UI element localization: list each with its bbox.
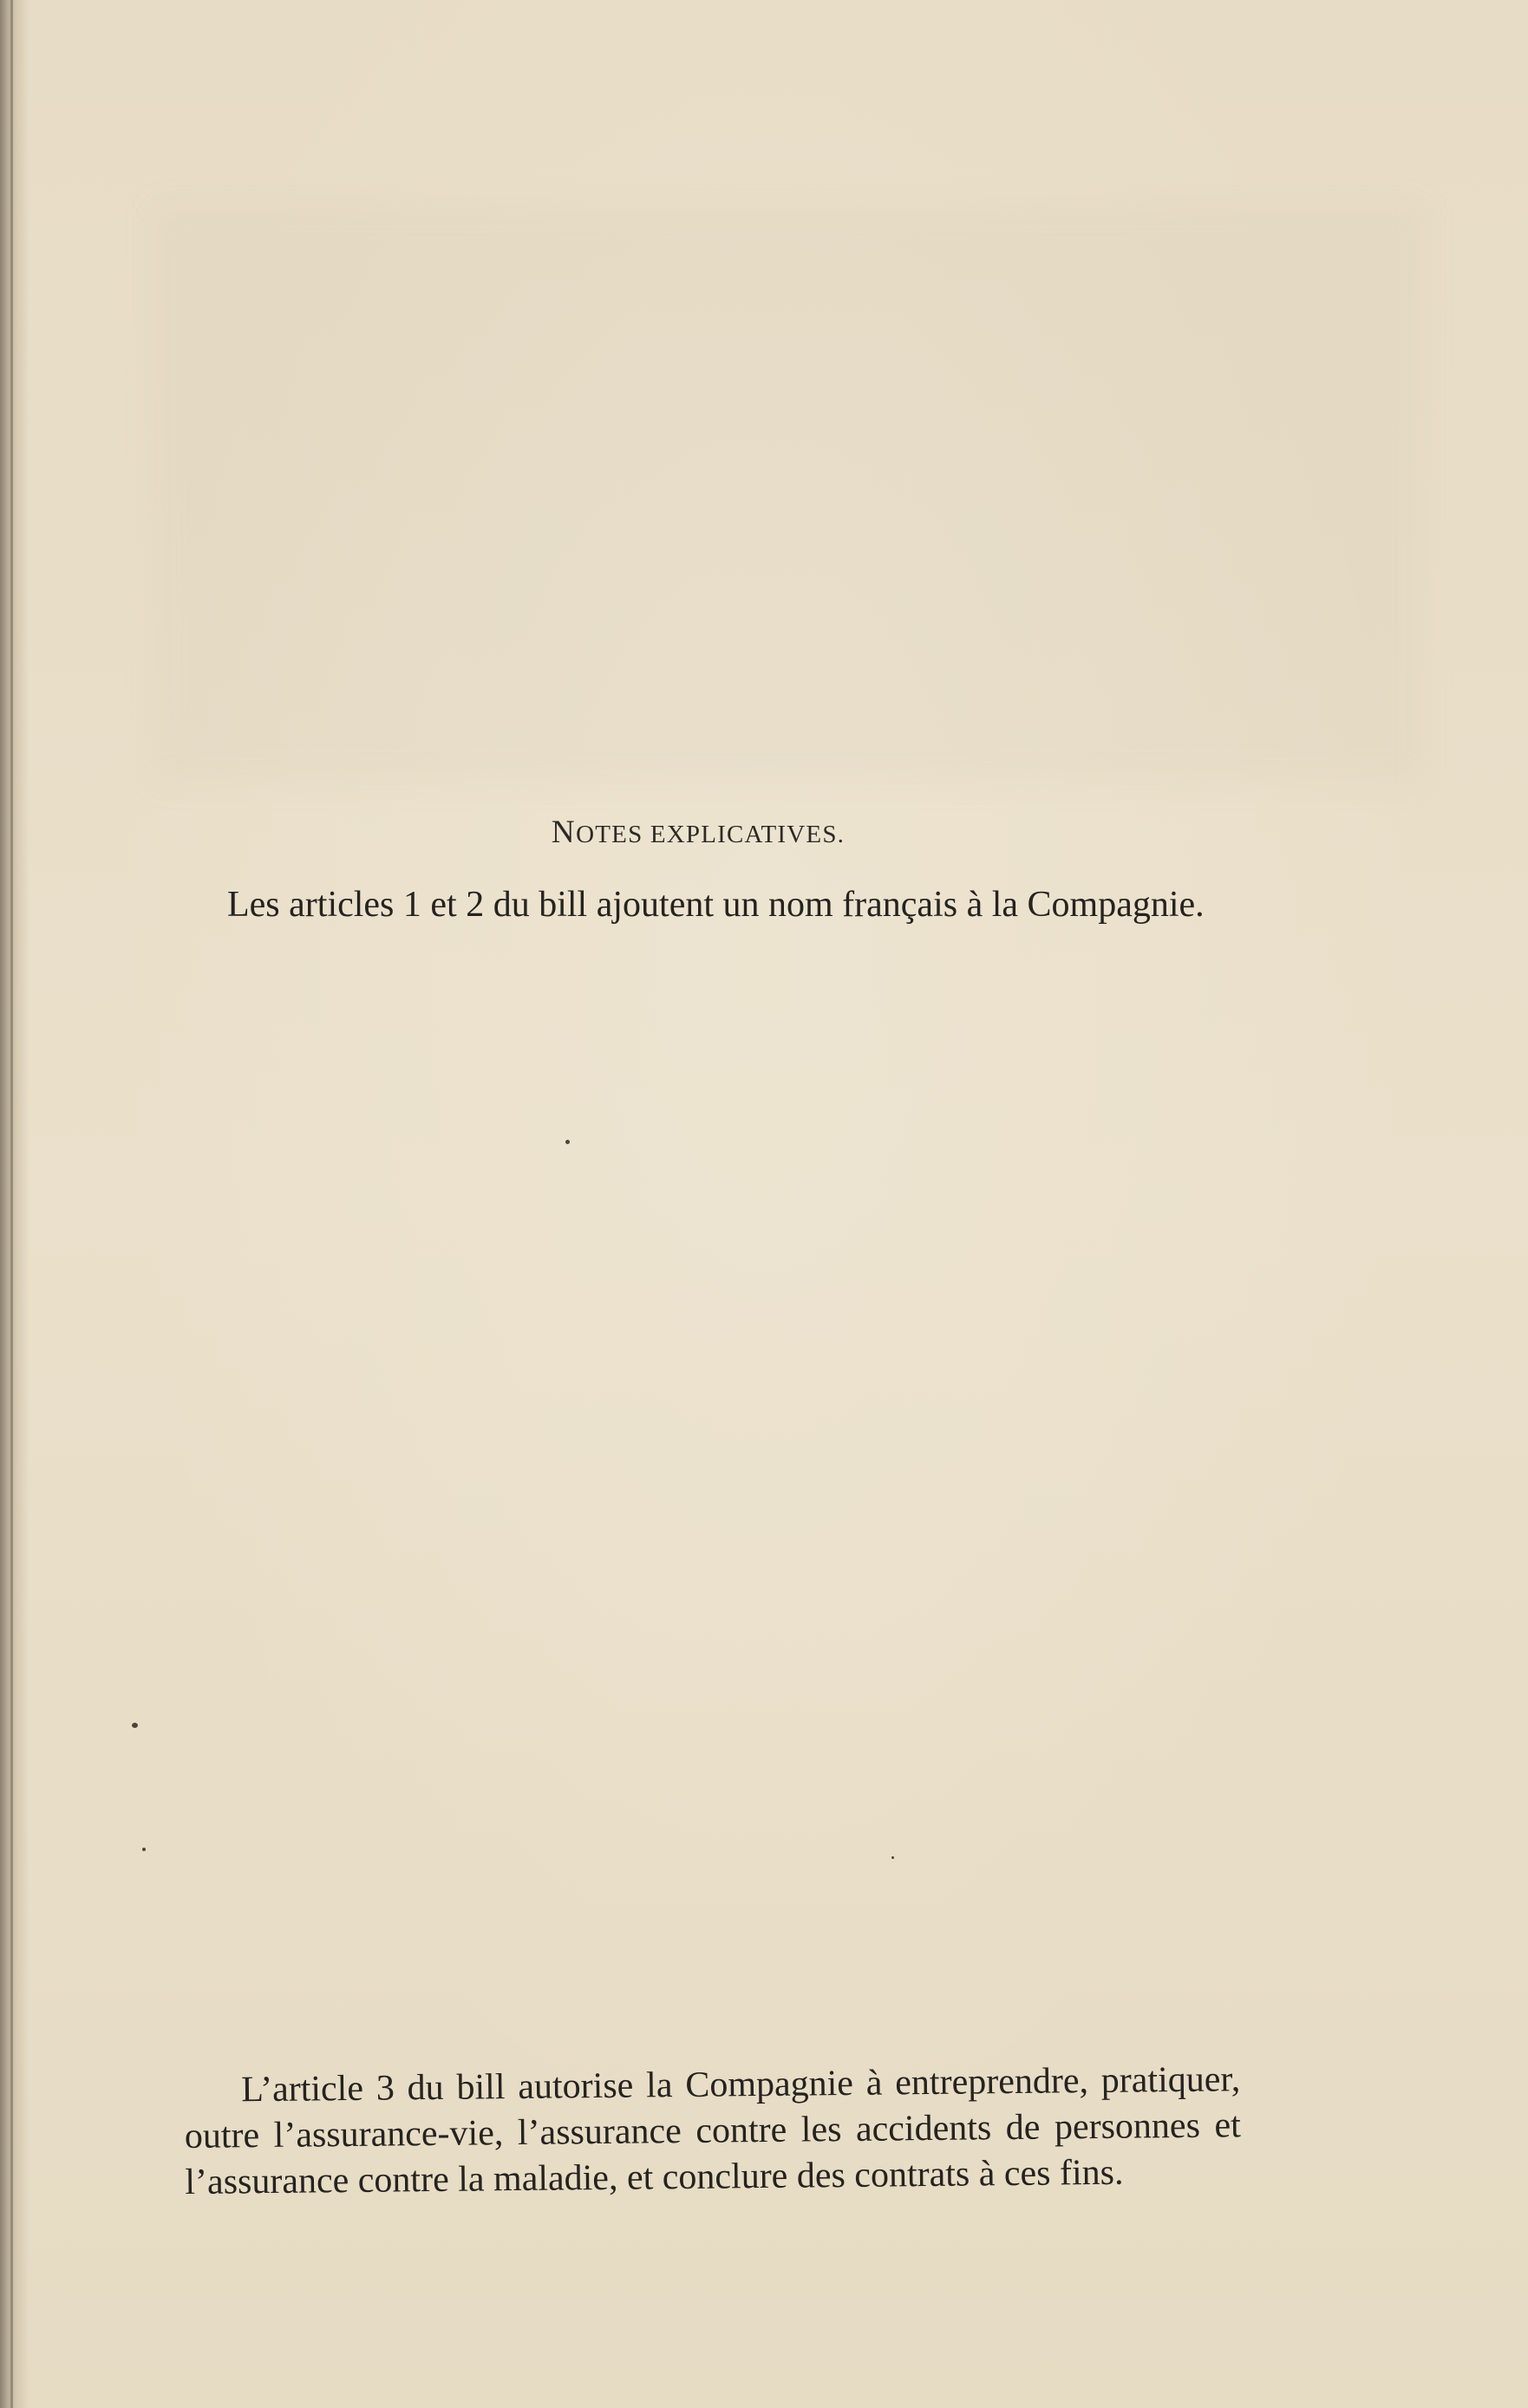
paragraph-2: [184, 2057, 1242, 2206]
paragraph-1-text: Les articles 1 et 2 du bill ajoutent un nom français à la Compagnie.: [227, 885, 1205, 925]
paragraph-2-text: L’article 3 du bill autorise la Compagnie à entreprendre, pratiquer, outre l’assurance-vie, l’assurance contre les accidents de personnes et l’assurance contre la maladie, et conclure des contrats à ces fins.: [184, 2059, 1242, 2202]
binding-line: [10, 0, 13, 2408]
paper-speck: [142, 1848, 146, 1851]
paragraph-indent: [184, 2101, 241, 2102]
page-heading: [0, 814, 1396, 851]
paper-speck: [565, 1140, 570, 1144]
binding-edge: [0, 0, 29, 2408]
paper-speck: [891, 1856, 894, 1859]
paper-speck: [132, 1723, 138, 1728]
paragraph-1: [170, 882, 1233, 928]
heading-small-caps: OTES EXPLICATIVES.: [576, 821, 846, 848]
heading-initial: N: [551, 815, 577, 850]
show-through-shadow: [156, 208, 1422, 781]
